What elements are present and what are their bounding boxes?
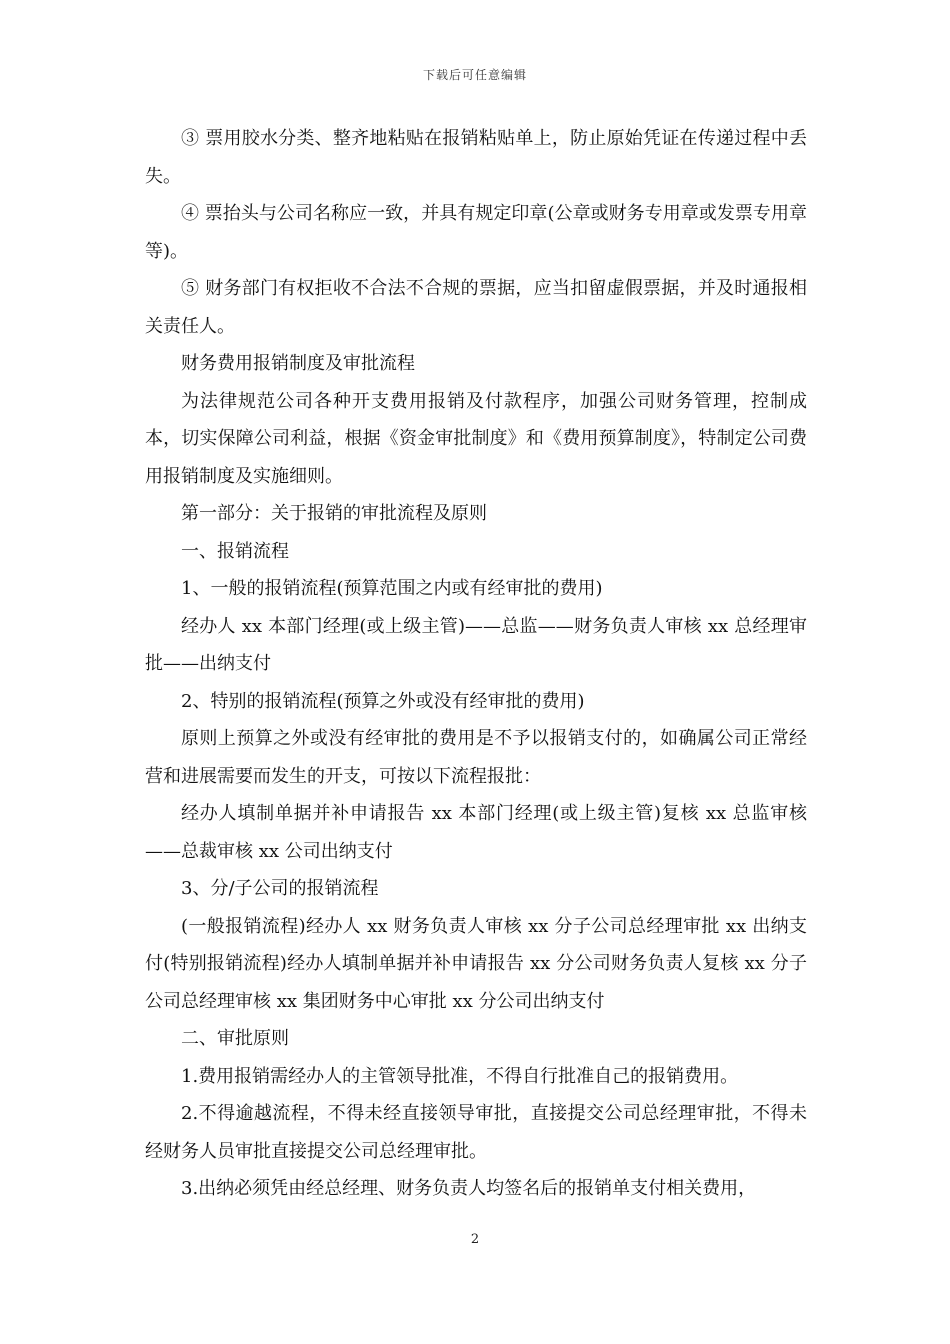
list-item: 2.不得逾越流程，不得未经直接领导审批，直接提交公司总经理审批，不得未经财务人员审批直接提交公司总经理审批。 xyxy=(145,1103,807,1162)
page-header: 下载后可任意编辑 xyxy=(422,68,527,82)
paragraph: ⑤ 财务部门有权拒收不合法不合规的票据，应当扣留虚假票据，并及时通报相关责任人。 xyxy=(145,278,807,337)
paragraph: 为法律规范公司各种开支费用报销及付款程序，加强公司财务管理，控制成本，切实保障公司利益，根据《资金审批制度》和《费用预算制度》，特制定公司费用报销制度及实施细则。 xyxy=(145,390,807,487)
section-title: 财务费用报销制度及审批流程 xyxy=(181,353,415,374)
list-item: 1.费用报销需经办人的主管领导批准，不得自行批准自己的报销费用。 xyxy=(181,1065,739,1087)
paragraph: 经办人填制单据并补申请报告 xx 本部门经理(或上级主管)复核 xx 总监审核——总裁审核 xx 公司出纳支付 xyxy=(145,803,807,862)
list-heading: 3、分/子公司的报销流程 xyxy=(181,878,379,899)
list-heading: 2、特别的报销流程(预算之外或没有经审批的费用) xyxy=(181,690,585,712)
paragraph: 经办人 xx 本部门经理(或上级主管)——总监——财务负责人审核 xx 总经理审批——出纳支付 xyxy=(145,615,807,674)
list-heading: 1、一般的报销流程(预算范围之内或有经审批的费用) xyxy=(181,578,603,599)
document-body xyxy=(145,120,807,1208)
paragraph: 原则上预算之外或没有经审批的费用是不予以报销支付的，如确属公司正常经营和进展需要而发生的开支，可按以下流程报批： xyxy=(145,728,807,787)
list-item: 3.出纳必须凭由经总经理、财务负责人均签名后的报销单支付相关费用， xyxy=(181,1178,757,1199)
paragraph: (一般报销流程)经办人 xx 财务负责人审核 xx 分子公司总经理审批 xx 出纳支付(特别报销流程)经办人填制单据并补申请报告 xx 分公司财务负责人复核 xx 分子公司总经理审核 xx 集团财务中心审批 xx 分公司出纳支付 xyxy=(145,915,807,1012)
paragraph: ④ 票抬头与公司名称应一致，并具有规定印章(公章或财务专用章或发票专用章等)。 xyxy=(145,203,807,262)
subsection-heading: 二、审批原则 xyxy=(181,1028,289,1049)
paragraph: ③ 票用胶水分类、整齐地粘贴在报销粘贴单上，防止原始凭证在传递过程中丢失。 xyxy=(145,128,807,187)
subsection-heading: 一、报销流程 xyxy=(181,540,289,562)
page-number: 2 xyxy=(470,1232,480,1247)
section-heading: 第一部分：关于报销的审批流程及原则 xyxy=(181,503,487,524)
